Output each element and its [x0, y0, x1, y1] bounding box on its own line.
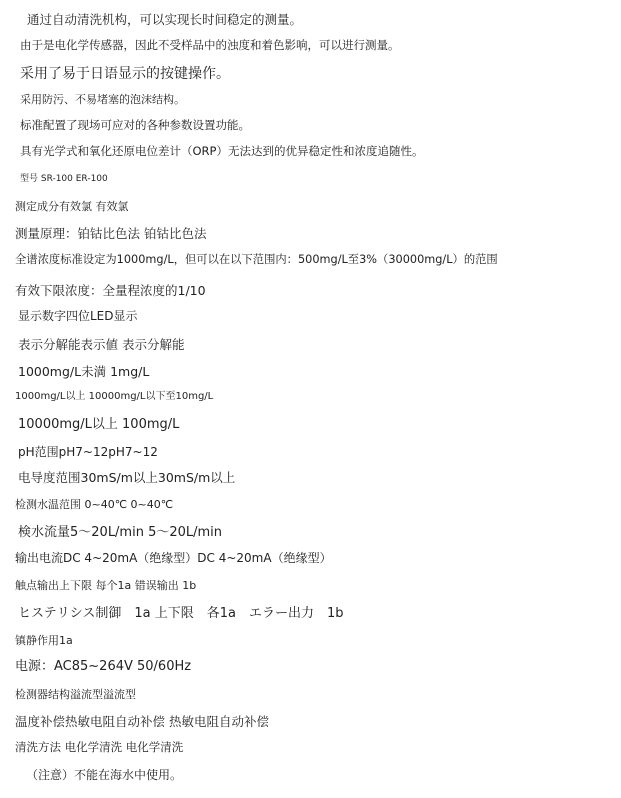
text-line-26: 检测器结构溢流型溢流型	[15, 688, 136, 701]
text-line-16: 10000mg/L以上 100mg/L	[18, 417, 180, 432]
text-line-10: 全谱浓度标准设定为1000mg/L，但可以在以下范围内：500mg/L至3%（30000mg/L）的范围	[15, 253, 498, 266]
text-line-5: 标准配置了现场可应对的各种参数设置功能。	[20, 118, 250, 132]
text-line-11: 有效下限浓度：全量程浓度的1/10	[15, 283, 206, 298]
text-line-12: 显示数字四位LED显示	[18, 309, 138, 323]
text-line-14: 1000mg/L未満 1mg/L	[18, 364, 150, 379]
text-line-17: pH范围pH7~12pH7~12	[18, 445, 158, 459]
text-line-8: 测定成分有效氯 有效氯	[15, 200, 129, 213]
text-line-9: 测量原理：铂钴比色法 铂钴比色法	[15, 226, 207, 241]
text-line-27: 温度补偿热敏电阻自动补偿 热敏电阻自动补偿	[15, 714, 269, 729]
text-line-28: 清洗方法 电化学清洗 电化学清洗	[15, 740, 184, 754]
text-line-24: 镇静作用1a	[15, 634, 73, 647]
text-line-1: 通过自动清洗机构，可以实现长时间稳定的测量。	[27, 12, 303, 27]
text-line-21: 输出电流DC 4~20mA（绝缘型）DC 4~20mA（绝缘型）	[15, 551, 332, 565]
text-line-23: ヒステリシス制御 1a 上下限 各1a エラー出力 1b	[18, 606, 344, 621]
text-line-25: 电源：AC85~264V 50/60Hz	[15, 659, 192, 674]
text-line-4: 采用防污、不易堵塞的泡沫结构。	[20, 93, 185, 106]
text-line-19: 检测水温范围 0~40℃ 0~40℃	[15, 498, 174, 511]
text-line-20: 検水流量5～20L/min 5～20L/min	[18, 525, 223, 540]
text-line-7: 型号 SR-100 ER-100	[20, 174, 108, 184]
text-line-15: 1000mg/L以上 10000mg/L以下至10mg/L	[15, 391, 214, 402]
text-line-29: （注意）不能在海水中使用。	[26, 768, 183, 782]
text-line-18: 电导度范围30mS/m以上30mS/m以上	[18, 470, 236, 485]
text-line-3: 采用了易于日语显示的按键操作。	[20, 66, 230, 82]
text-line-2: 由于是电化学传感器，因此不受样品中的浊度和着色影响，可以进行测量。	[20, 38, 400, 52]
text-line-22: 触点输出上下限 每个1a 错误输出 1b	[15, 579, 197, 592]
text-line-6: 具有光学式和氧化还原电位差计（ORP）无法达到的优异稳定性和浓度追随性。	[20, 144, 424, 158]
text-line-13: 表示分解能表示値 表示分解能	[18, 337, 185, 352]
